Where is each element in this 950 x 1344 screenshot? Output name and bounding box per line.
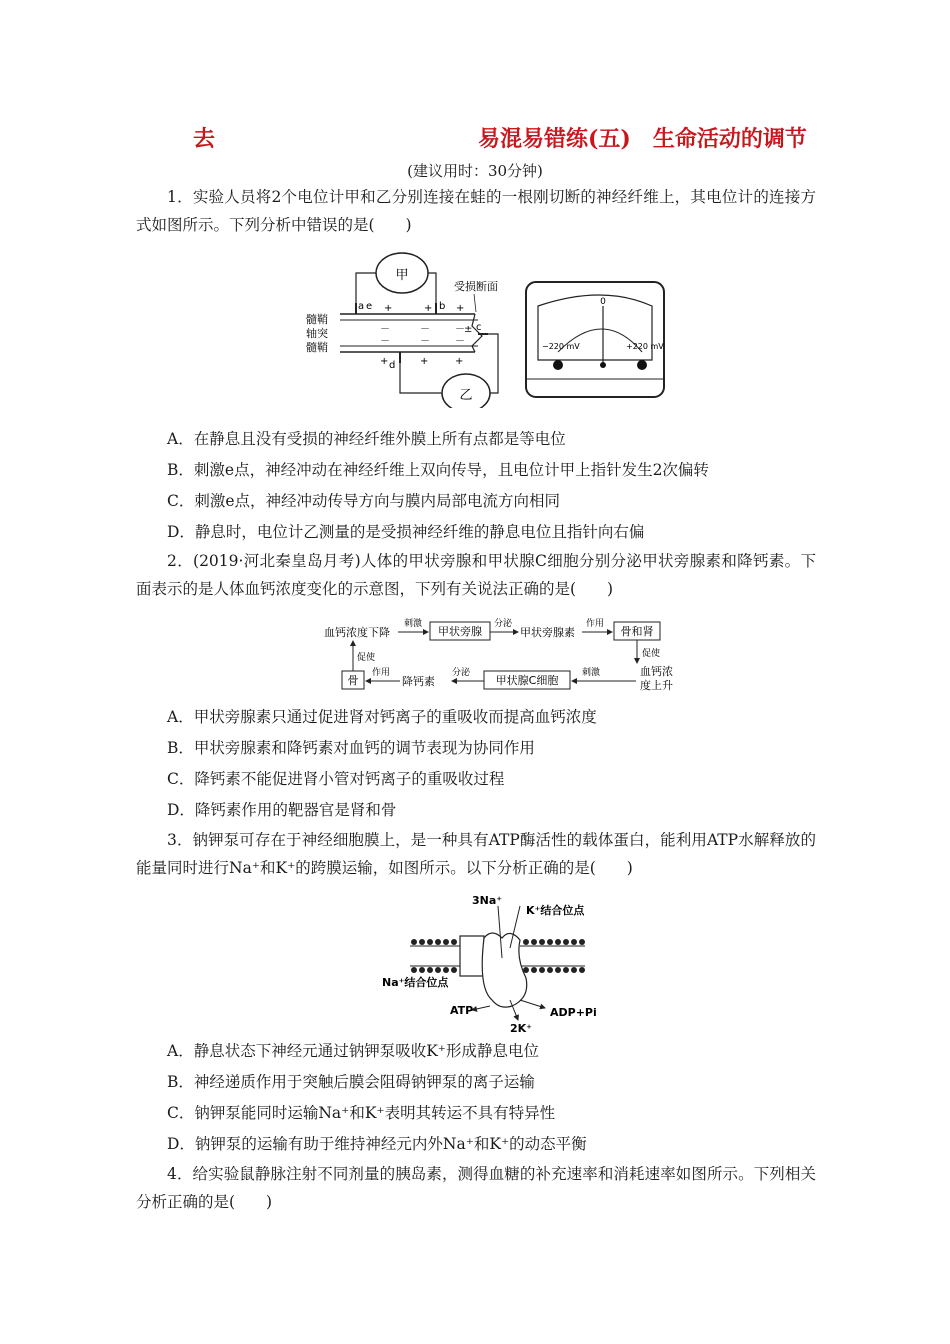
q4-stem: 4．给实验鼠静脉注射不同剂量的胰岛素，测得血糖的补充速率和消耗速率如图所示。下列相关分析正确的是( ) (136, 1165, 816, 1211)
svg-text:－: － (380, 324, 390, 335)
svg-text:±: ± (464, 324, 473, 335)
svg-text:分泌: 分泌 (494, 619, 513, 629)
svg-text:c: c (476, 322, 482, 333)
header-left-char: 去 (193, 126, 216, 152)
svg-text:b: b (439, 301, 446, 312)
svg-text:血钙浓度下降: 血钙浓度下降 (324, 626, 390, 639)
q2-option-d: D．降钙素作用的靶器官是肾和骨 (167, 801, 397, 819)
svg-text:Na⁺结合位点: Na⁺结合位点 (382, 976, 449, 989)
q1-option-a: A．在静息且没有受损的神经纤维外膜上所有点都是等电位 (167, 430, 566, 448)
svg-text:+: + (420, 356, 429, 367)
q3-option-d: D．钠钾泵的运输有助于维持神经元内外Na⁺和K⁺的动态平衡 (167, 1135, 587, 1153)
svg-text:－: － (455, 324, 465, 335)
q2-flowchart (320, 613, 680, 698)
svg-text:分泌: 分泌 (452, 668, 471, 678)
svg-text:作用: 作用 (372, 668, 391, 678)
svg-text:+220 mV: +220 mV (626, 342, 664, 351)
voltmeter-dial (526, 282, 664, 397)
q3-option-c: C．钠钾泵能同时运输Na⁺和K⁺表明其转运不具有特异性 (167, 1104, 556, 1122)
svg-text:甲状腺C细胞: 甲状腺C细胞 (495, 674, 559, 687)
svg-text:髓鞘: 髓鞘 (306, 313, 328, 326)
svg-text:髓鞘: 髓鞘 (306, 341, 328, 354)
svg-text:3Na⁺: 3Na⁺ (472, 894, 503, 907)
q1-figure (300, 248, 670, 408)
svg-text:促使: 促使 (642, 649, 661, 659)
svg-text:促使: 促使 (357, 653, 376, 663)
q3-option-b: B．神经递质作用于突触后膜会阻碍钠钾泵的离子运输 (167, 1073, 535, 1091)
svg-text:e: e (366, 301, 373, 312)
svg-text:+: + (424, 303, 433, 314)
svg-text:K⁺结合位点: K⁺结合位点 (526, 904, 585, 917)
svg-text:+: + (456, 303, 465, 314)
svg-text:+: + (455, 356, 464, 367)
svg-text:血钙浓: 血钙浓 (640, 665, 673, 678)
svg-text:0: 0 (600, 297, 606, 307)
q1-option-c: C．刺激e点，神经冲动传导方向与膜内局部电流方向相同 (167, 492, 561, 510)
svg-text:降钙素: 降钙素 (402, 675, 435, 688)
svg-text:d: d (389, 360, 396, 371)
svg-text:－: － (380, 336, 390, 347)
svg-text:ADP+Pi: ADP+Pi (550, 1006, 597, 1019)
meter-jia-label: 甲 (395, 268, 409, 283)
svg-text:−220 mV: −220 mV (542, 342, 580, 351)
svg-text:+: + (384, 303, 393, 314)
svg-text:ATP: ATP (450, 1004, 474, 1017)
q1-stem: 1．实验人员将2个电位计甲和乙分别连接在蛙的一根刚切断的神经纤维上，其电位计的连接方式如图所示。下列分析中错误的是( ) (136, 188, 816, 234)
q2-option-b: B．甲状旁腺素和降钙素对血钙的调节表现为协同作用 (167, 739, 535, 757)
svg-text:－: － (420, 336, 430, 347)
q3-option-a: A．静息状态下神经元通过钠钾泵吸收K⁺形成静息电位 (167, 1042, 539, 1060)
svg-text:受损断面: 受损断面 (454, 280, 498, 293)
suggested-time: (建议用时：30分钟) (407, 162, 543, 180)
page-title: 易混易错练(五) 生命活动的调节 (478, 126, 807, 152)
svg-text:－: － (455, 336, 465, 347)
q2-stem: 2．(2019·河北秦皇岛月考)人体的甲状旁腺和甲状腺C细胞分别分泌甲状旁腺素和降钙素。下面表示的是人体血钙浓度变化的示意图，下列有关说法正确的是( ) (136, 552, 816, 598)
q3-stem: 3．钠钾泵可存在于神经细胞膜上，是一种具有ATP酶活性的载体蛋白，能利用ATP水解释放的能量同时进行Na⁺和K⁺的跨膜运输，如图所示。以下分析正确的是( ) (136, 831, 816, 877)
svg-text:甲状旁腺素: 甲状旁腺素 (520, 626, 575, 639)
q1-option-d: D．静息时，电位计乙测量的是受损神经纤维的静息电位且指针向右偏 (167, 523, 645, 541)
svg-text:+: + (380, 356, 389, 367)
svg-text:作用: 作用 (586, 619, 605, 629)
svg-text:甲状旁腺: 甲状旁腺 (438, 625, 482, 638)
svg-text:乙: 乙 (459, 388, 473, 403)
svg-text:骨和肾: 骨和肾 (620, 625, 654, 638)
svg-text:a: a (358, 301, 365, 312)
svg-text:轴突: 轴突 (306, 327, 328, 340)
q3-pump-figure (380, 888, 620, 1033)
q2-option-a: A．甲状旁腺素只通过促进肾对钙离子的重吸收而提高血钙浓度 (167, 708, 597, 726)
q2-option-c: C．降钙素不能促进肾小管对钙离子的重吸收过程 (167, 770, 505, 788)
svg-text:－: － (420, 324, 430, 335)
svg-text:骨: 骨 (347, 674, 359, 687)
svg-text:刺激: 刺激 (404, 619, 423, 629)
q1-option-b: B．刺激e点，神经冲动在神经纤维上双向传导，且电位计甲上指针发生2次偏转 (167, 461, 709, 479)
svg-text:2K⁺: 2K⁺ (510, 1022, 532, 1033)
svg-text:度上升: 度上升 (640, 679, 673, 692)
svg-text:刺激: 刺激 (582, 668, 601, 678)
